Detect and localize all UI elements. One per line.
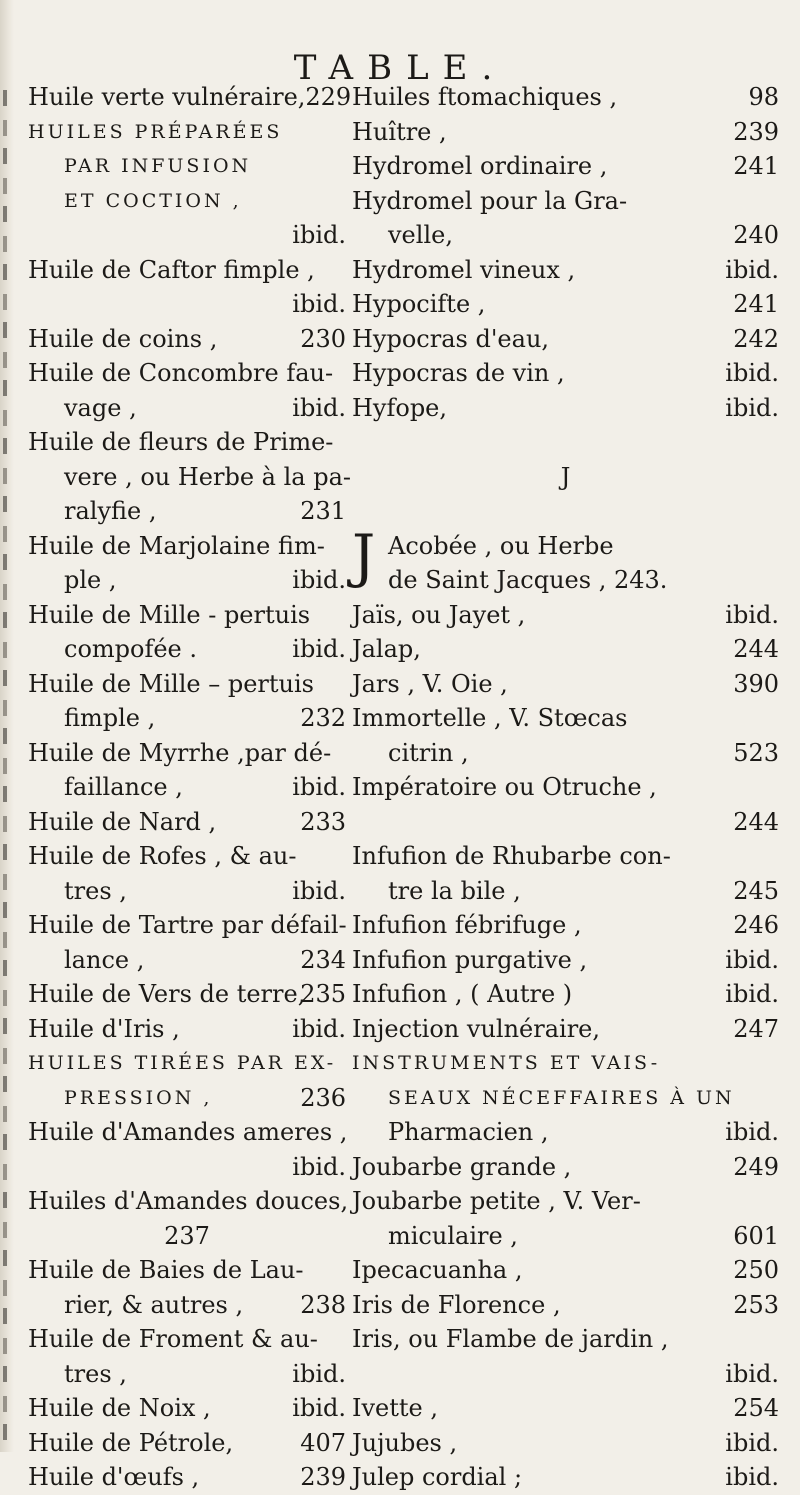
entry-text: Hyfope, [352, 393, 448, 422]
entry-text: Infufion de Rhubarbe con- [352, 842, 671, 870]
entry-page-number: 245 [733, 876, 779, 905]
entry-page-number: 254 [733, 1394, 779, 1422]
entry-text: Huiles ftomachiques , [352, 83, 618, 111]
index-entry [352, 770, 779, 805]
entry-text: Huile de Rofes , & au- [28, 842, 297, 870]
index-entry [352, 977, 779, 1012]
index-entry [352, 874, 779, 909]
entry-page-number: ibid. [725, 980, 779, 1008]
entry-page-number: 231 [300, 497, 346, 525]
entry-page-number: ibid. [725, 945, 779, 974]
index-entry [352, 1357, 779, 1392]
index-entry [28, 184, 346, 219]
entry-text: Huile de Myrrhe ,par dé- [28, 738, 332, 767]
entry-text: compofée . [64, 635, 198, 663]
entry-text: Huile de Concombre fau- [28, 359, 334, 387]
index-entry [352, 391, 779, 426]
index-entry [28, 1219, 346, 1254]
entry-text: de Saint Jacques , 243. [388, 566, 668, 594]
entry-page-number: 246 [733, 911, 779, 939]
index-entry [352, 1115, 779, 1150]
entry-page-number: 523 [733, 738, 779, 767]
index-entry [28, 701, 346, 736]
index-entry [352, 1460, 779, 1495]
entry-text: Huile d'Iris , [28, 1014, 180, 1043]
entry-text: Huile de Noix , [28, 1394, 211, 1422]
index-entry [352, 1184, 779, 1219]
index-entry [28, 1391, 346, 1426]
entry-text: Hypocifte , [352, 290, 486, 318]
index-entry [352, 149, 779, 184]
entry-page-number: 234 [300, 945, 346, 974]
entry-page-number: 247 [733, 1014, 779, 1043]
index-entry [28, 805, 346, 840]
entry-page-number: ibid. [292, 773, 346, 801]
index-entry [28, 494, 346, 529]
index-entry [28, 770, 346, 805]
entry-page-number: 407 [300, 1428, 346, 1457]
entry-text: Joubarbe petite , V. Ver- [352, 1187, 641, 1215]
entry-page-number: 232 [300, 704, 346, 732]
entry-text: vage , [64, 393, 137, 422]
entry-text: Immortelle , V. Stœcas [352, 704, 628, 732]
entry-text: citrin , [388, 738, 469, 767]
index-entry [352, 184, 779, 219]
entry-text: Joubarbe grande , [352, 1152, 572, 1181]
entry-page-number: ibid. [292, 1152, 346, 1181]
entry-page-number: 230 [300, 324, 346, 353]
entry-text: Jalap, [352, 635, 421, 663]
index-entry [28, 563, 346, 598]
entry-text: Huile d'œufs , [28, 1463, 200, 1491]
index-entry [352, 1046, 779, 1081]
entry-page-number: 239 [300, 1463, 346, 1491]
index-entry [352, 1012, 779, 1047]
entry-page-number: ibid. [725, 1463, 779, 1491]
index-entry [28, 391, 346, 426]
index-entry [352, 1391, 779, 1426]
index-entry [28, 1322, 346, 1357]
entry-page-number: 253 [733, 1290, 779, 1319]
index-entry [352, 667, 779, 702]
binding-edge [3, 90, 7, 1440]
entry-page-number: ibid. [292, 393, 346, 422]
entry-text: velle, [388, 221, 453, 249]
entry-text: tre la bile , [388, 876, 521, 905]
entry-text: Hydromel vineux , [352, 255, 576, 284]
entry-text: Ipecacuanha , [352, 1256, 523, 1284]
entry-text: ple , [64, 566, 117, 594]
entry-text: fimple , [64, 704, 156, 732]
entry-page-number: 244 [733, 635, 779, 663]
index-entry [28, 1046, 346, 1081]
index-entry [28, 1184, 349, 1219]
index-entry [28, 874, 346, 909]
index-entry [28, 1115, 346, 1150]
entry-text: tres , [64, 876, 127, 905]
entry-page-number: ibid. [292, 566, 346, 594]
entry-text: Infufion fébrifuge , [352, 911, 582, 939]
index-entry [28, 1081, 346, 1116]
entry-page-number: 241 [733, 290, 779, 318]
entry-text: faillance , [64, 773, 183, 801]
entry-text: Injection vulnéraire, [352, 1014, 600, 1043]
entry-text: rier, & autres , [64, 1290, 244, 1319]
entry-text: Huile de Mille - pertuis [28, 600, 311, 629]
index-entry [28, 322, 346, 357]
index-entry [28, 1288, 346, 1323]
index-entry [352, 632, 779, 667]
index-entry [28, 977, 346, 1012]
right-column [352, 80, 779, 1495]
entry-page-number: 244 [733, 807, 779, 836]
index-entry [352, 460, 779, 495]
entry-text: Huile de fleurs de Prime- [28, 428, 334, 456]
entry-text: vere , ou Herbe à la pa- [64, 462, 351, 491]
index-entry [352, 218, 779, 253]
entry-text: Hypocras d'eau, [352, 324, 550, 353]
entry-text: Infufion purgative , [352, 945, 588, 974]
entry-text: Huile de coins , [28, 324, 218, 353]
entry-text: Iris de Florence , [352, 1290, 561, 1319]
entry-page-number: ibid. [292, 635, 346, 663]
index-entry [28, 1357, 346, 1392]
entry-page-number: 237 [164, 1221, 210, 1250]
entry-page-number: ibid. [292, 1359, 346, 1388]
entry-text: Huile de Tartre par défail- [28, 911, 347, 939]
index-entry [28, 632, 346, 667]
index-entry [28, 667, 346, 702]
entry-text: Hydromel ordinaire , [352, 152, 608, 180]
entry-text: Huile de Mille – pertuis [28, 669, 314, 698]
index-entry [28, 287, 346, 322]
page-title: TABLE. [293, 48, 507, 88]
entry-text: Jars , V. Oie , [352, 669, 508, 698]
entry-page-number: 238 [300, 1290, 346, 1319]
index-entry [352, 563, 779, 598]
entry-text: Huile de Marjolaine fim- [28, 531, 325, 560]
entry-text: PAR INFUSION [64, 155, 252, 177]
index-entry [352, 80, 779, 115]
index-entry [28, 460, 351, 495]
entry-page-number: ibid. [292, 1394, 346, 1422]
entry-text: Hydromel pour la Gra- [352, 186, 628, 215]
entry-text: tres , [64, 1359, 127, 1388]
entry-page-number: ibid. [725, 1428, 779, 1457]
entry-text: Jaïs, ou Jayet , [352, 600, 526, 629]
entry-page-number: 601 [733, 1221, 779, 1250]
entry-text: Julep cordial ; [352, 1463, 523, 1491]
index-entry [352, 908, 779, 943]
entry-page-number: 240 [733, 221, 779, 249]
index-entry [352, 322, 779, 357]
entry-text: Huile verte vulnéraire,229 [28, 83, 352, 111]
entry-text: Huile de Froment & au- [28, 1325, 318, 1353]
entry-page-number: 236 [300, 1083, 346, 1112]
entry-page-number: 239 [733, 117, 779, 146]
index-entry [352, 1426, 779, 1461]
index-entry [28, 598, 346, 633]
index-entry [352, 701, 779, 736]
index-entry [28, 1426, 346, 1461]
entry-text: lance , [64, 945, 145, 974]
entry-text: Acobée , ou Herbe [388, 531, 614, 560]
entry-page-number: ibid. [725, 1359, 779, 1388]
entry-page-number: 233 [300, 807, 346, 836]
index-entry [28, 839, 346, 874]
entry-text: Iris, ou Flambe de jardin , [352, 1325, 669, 1353]
entry-text: ET COCTION , [64, 189, 242, 212]
entry-text: Huître , [352, 117, 447, 146]
entry-text: INSTRUMENTS ET VAIS- [352, 1052, 661, 1074]
entry-text: HUILES TIRÉES PAR EX- [28, 1052, 337, 1074]
entry-text: ralyfie , [64, 497, 157, 525]
entry-page-number: 235 [300, 980, 346, 1008]
entry-text: miculaire , [388, 1221, 518, 1250]
entry-text: Huile de Nard , [28, 807, 217, 836]
entry-text: Huile d'Amandes ameres , [28, 1118, 348, 1146]
index-entry [352, 1253, 779, 1288]
index-entry [352, 598, 779, 633]
index-entry [28, 115, 346, 150]
entry-page-number: ibid. [292, 876, 346, 905]
index-entry [28, 253, 346, 288]
index-entry [352, 1288, 779, 1323]
index-entry [28, 1460, 346, 1495]
drop-cap: J [352, 521, 376, 590]
index-entry [28, 1012, 346, 1047]
index-entry [352, 115, 779, 150]
entry-page-number: ibid. [725, 600, 779, 629]
index-entry [352, 1219, 779, 1254]
entry-page-number: ibid. [725, 255, 779, 284]
index-entry [352, 839, 779, 874]
entry-text: Jujubes , [352, 1428, 458, 1457]
entry-page-number: ibid. [725, 1118, 779, 1146]
entry-text: Infufion , ( Autre ) [352, 980, 573, 1008]
entry-text: Hypocras de vin , [352, 359, 565, 387]
index-entry [352, 805, 779, 840]
index-entry [352, 287, 779, 322]
entry-page-number: 241 [733, 152, 779, 180]
entry-text: Huile de Caftor fimple , [28, 255, 315, 284]
index-entry [28, 736, 346, 771]
index-entry [352, 1322, 779, 1357]
index-entry [352, 253, 779, 288]
entry-text: Huiles d'Amandes douces, [28, 1187, 349, 1215]
entry-page-number: 98 [748, 83, 779, 111]
entry-page-number: ibid. [725, 359, 779, 387]
left-column [28, 80, 352, 1495]
entry-page-number: 249 [733, 1152, 779, 1181]
entry-text: Huile de Vers de terre, [28, 980, 306, 1008]
index-entry [28, 218, 346, 253]
index-entry [28, 149, 346, 184]
index-entry [28, 80, 352, 115]
index-entry [352, 1150, 779, 1185]
index-entry [28, 425, 346, 460]
entry-page-number: 250 [733, 1256, 779, 1284]
entry-text: Huile de Baies de Lau- [28, 1256, 304, 1284]
entry-page-number: ibid. [292, 290, 346, 318]
entry-page-number: 390 [733, 669, 779, 698]
index-entry [28, 356, 346, 391]
entry-page-number: ibid. [292, 1014, 346, 1043]
index-entry [28, 529, 346, 564]
index-entry [352, 425, 779, 460]
entry-page-number: ibid. [725, 393, 779, 422]
index-entry [28, 1150, 346, 1185]
index-entry [28, 943, 346, 978]
entry-page-number: 242 [733, 324, 779, 353]
index-entry [352, 494, 779, 529]
index-entry [28, 1253, 346, 1288]
entry-text: Impératoire ou Otruche , [352, 773, 657, 801]
entry-text: PRESSION , [64, 1086, 213, 1109]
entry-text: HUILES PRÉPARÉES [28, 120, 283, 143]
entry-page-number: ibid. [292, 221, 346, 249]
index-entry [352, 736, 779, 771]
entry-text: Pharmacien , [388, 1118, 549, 1146]
entry-text: SEAUX NÉCEFFAIRES À UN [388, 1086, 735, 1109]
index-entry [352, 356, 779, 391]
index-entry [352, 1081, 779, 1116]
entry-text: Ivette , [352, 1394, 438, 1422]
index-entry [352, 943, 779, 978]
entry-text: Huile de Pétrole, [28, 1428, 234, 1457]
index-entry [28, 908, 346, 943]
entry-text: J [560, 462, 571, 491]
